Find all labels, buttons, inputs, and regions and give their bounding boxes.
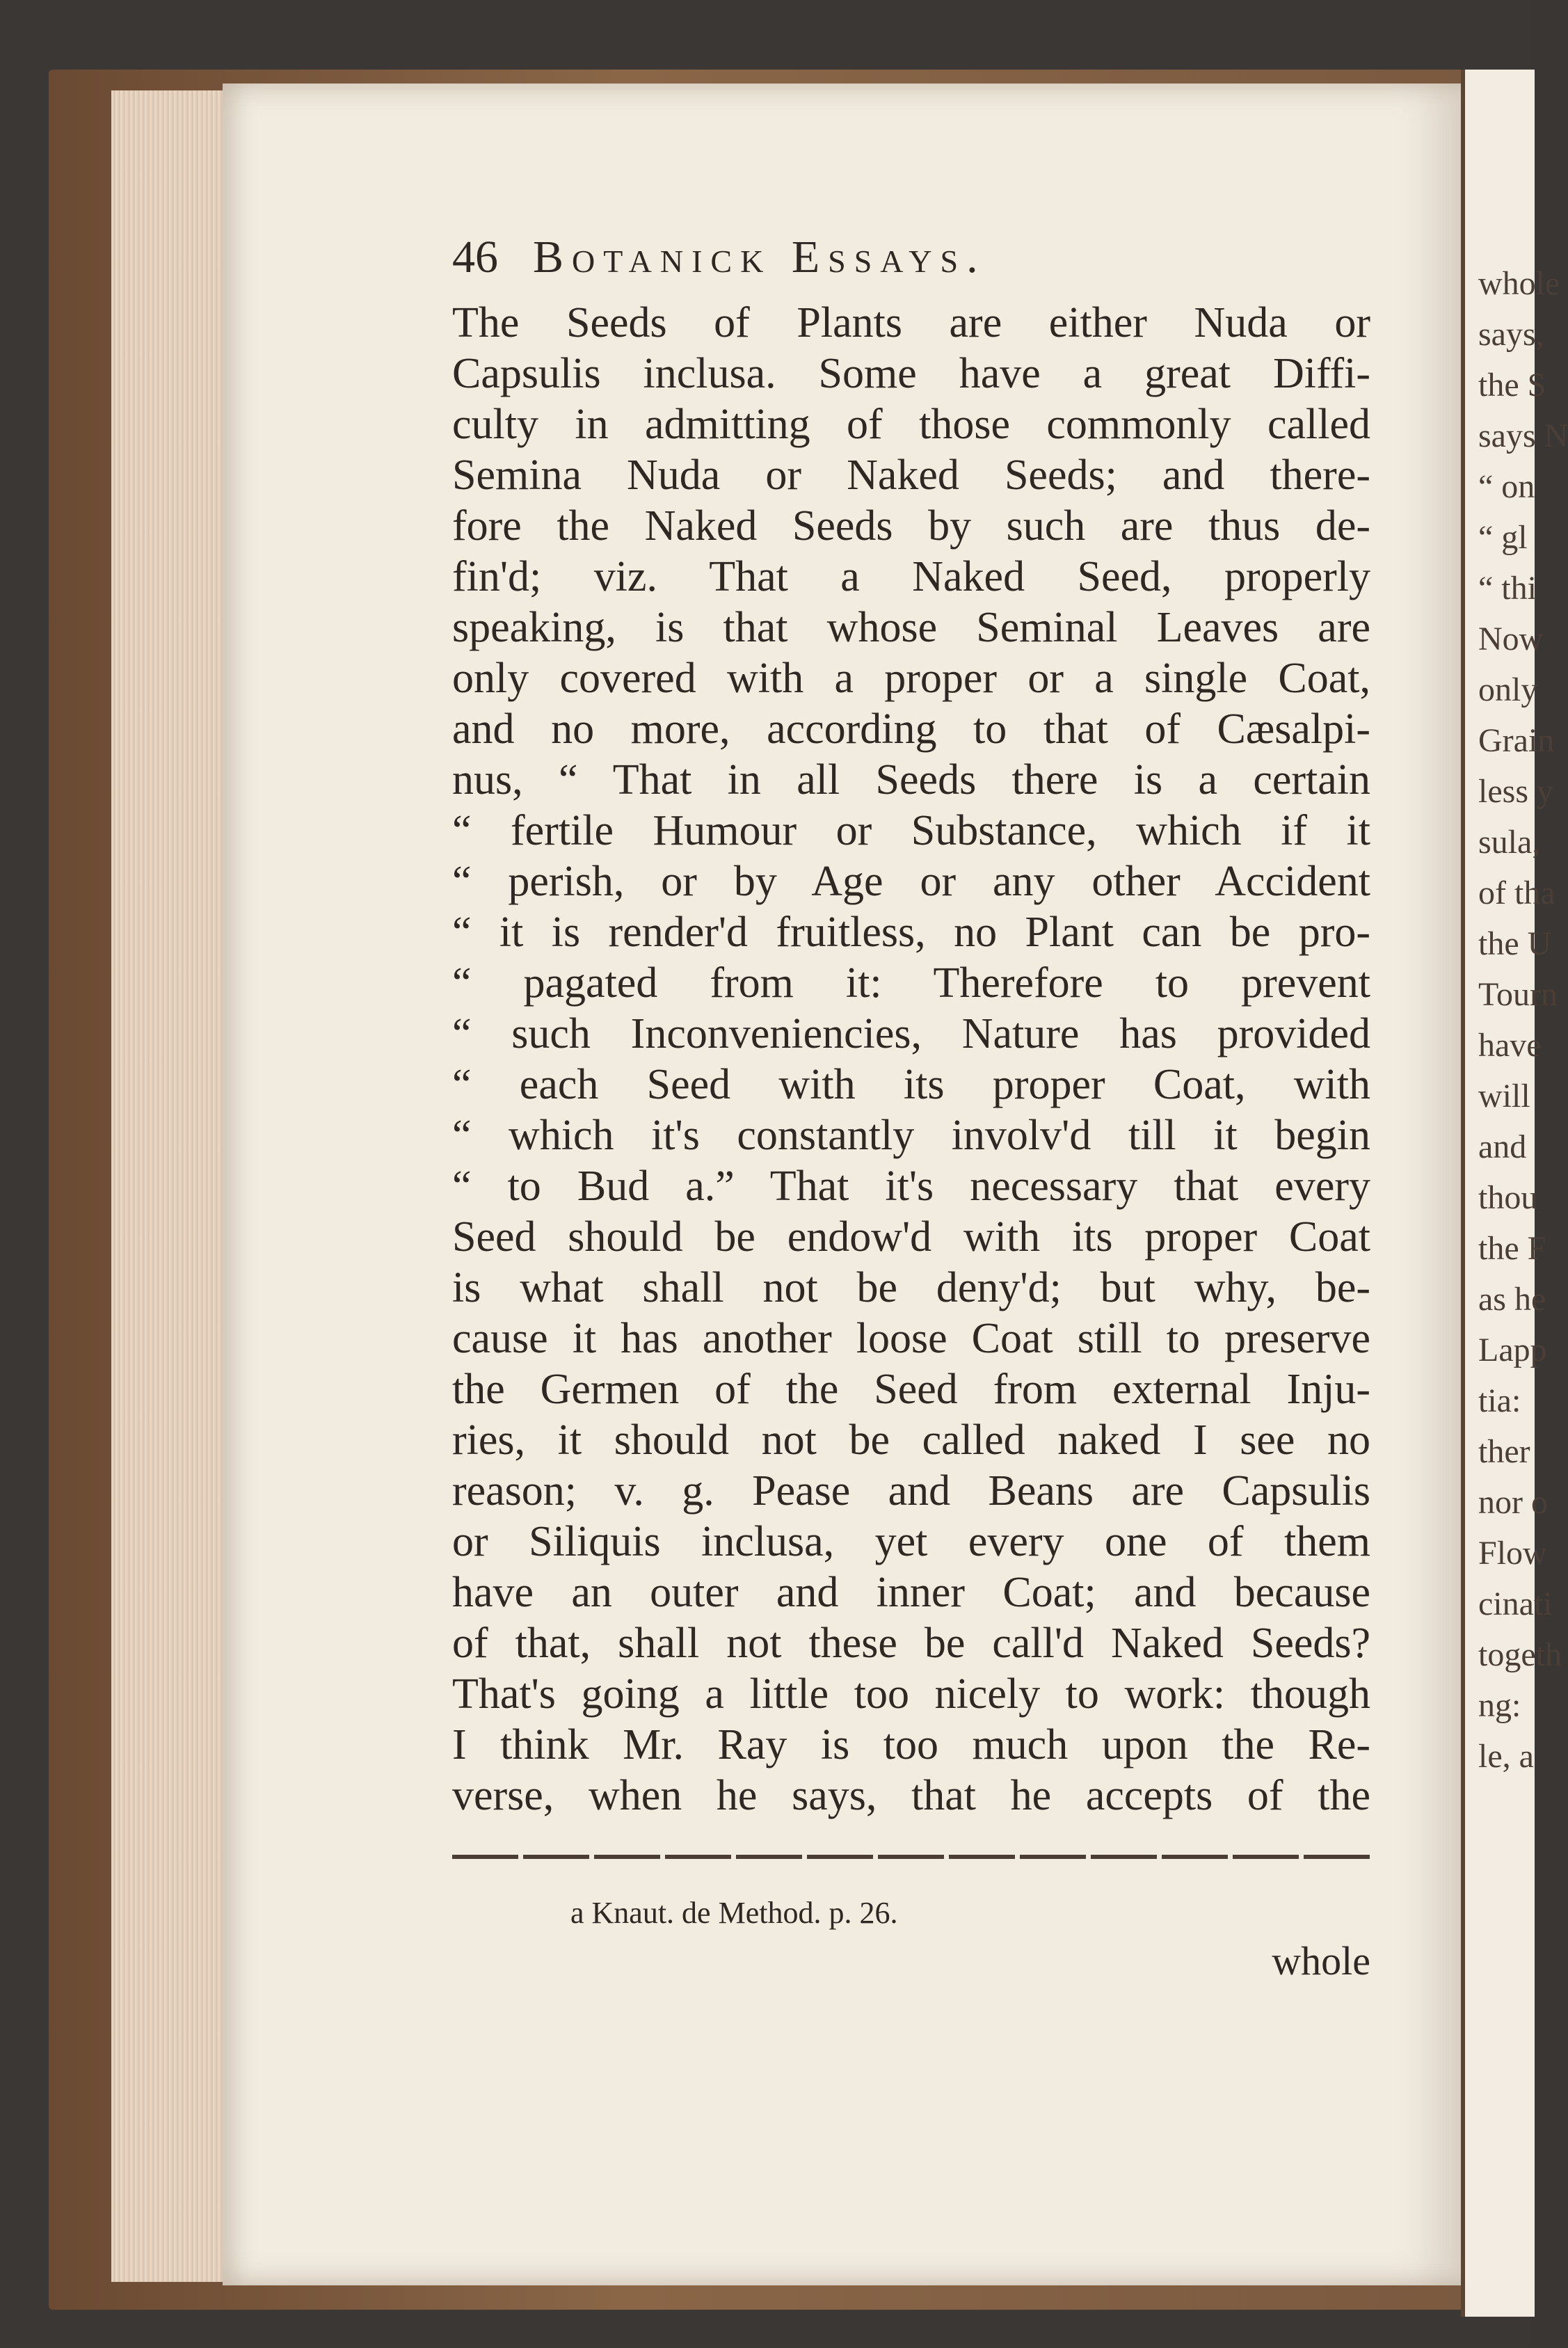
facing-page-fragment: have xyxy=(1478,1027,1542,1064)
facing-page-fragment: togeth xyxy=(1478,1636,1562,1673)
catchword: whole xyxy=(1272,1938,1370,1983)
facing-page-fragment: the F xyxy=(1478,1230,1546,1267)
text-line: “ such Inconveniencies, Nature has provided xyxy=(452,1010,1370,1057)
facing-page-fragment: of tha xyxy=(1478,874,1555,911)
text-line: have an outer and inner Coat; and because xyxy=(452,1569,1370,1616)
text-line: “ fertile Humour or Substance, which if it xyxy=(452,807,1370,854)
facing-page-fragment: the U xyxy=(1478,925,1552,962)
text-line: cause it has another loose Coat still to preserve xyxy=(452,1315,1370,1362)
text-line: culty in admitting of those commonly called xyxy=(452,401,1370,448)
text-line: “ which it's constantly involv'd till it begin xyxy=(452,1112,1370,1159)
facing-page-fragment: le, a xyxy=(1478,1738,1534,1775)
text-line: verse, when he says, that he accepts of the xyxy=(452,1772,1370,1819)
facing-page-fragment: less y xyxy=(1478,773,1553,810)
text-line: I think Mr. Ray is too much upon the Re- xyxy=(452,1721,1370,1768)
facing-page-fragment: cinati xyxy=(1478,1586,1553,1622)
text-line: of that, shall not these be call'd Naked Seeds? xyxy=(452,1620,1370,1667)
text-line: speaking, is that whose Seminal Leaves are xyxy=(452,604,1370,651)
text-line: and no more, according to that of Cæsalpi- xyxy=(452,705,1370,753)
facing-page-fragment: and xyxy=(1478,1128,1527,1165)
facing-page-fragment: whole xyxy=(1478,265,1560,302)
facing-page-fragment: “ thi xyxy=(1478,570,1537,607)
text-line: nus, “ That in all Seeds there is a certain xyxy=(452,756,1370,804)
text-line: “ perish, or by Age or any other Accident xyxy=(452,858,1370,905)
text-line: Seed should be endow'd with its proper Coat xyxy=(452,1213,1370,1261)
facing-page-fragment: Lapp xyxy=(1478,1332,1547,1368)
footnote-rule xyxy=(452,1855,1370,1859)
page-text-block xyxy=(452,230,1370,1986)
facing-page-fragment: Tourn xyxy=(1478,976,1558,1013)
running-title: Botanick Essays. xyxy=(533,232,986,282)
facing-page-fragment: sula, xyxy=(1478,824,1541,861)
facing-page-fragment: ng: xyxy=(1478,1687,1521,1724)
facing-page-fragment: only xyxy=(1478,671,1538,708)
facing-page-fragment: thou xyxy=(1478,1179,1538,1216)
text-line: Capsulis inclusa. Some have a great Diffi- xyxy=(452,350,1370,397)
text-line: fore the Naked Seeds by such are thus de- xyxy=(452,502,1370,550)
facing-page-fragment: tia: xyxy=(1478,1382,1521,1419)
facing-page-fragment: “ gl xyxy=(1478,519,1528,556)
text-line: is what shall not be deny'd; but why, be- xyxy=(452,1264,1370,1311)
text-line: “ pagated from it: Therefore to prevent xyxy=(452,959,1370,1007)
facing-page-fragment: Grain xyxy=(1478,722,1555,759)
page-header xyxy=(452,230,1370,285)
facing-page-fragment: “ on xyxy=(1478,468,1535,505)
page-edges xyxy=(111,90,237,2282)
page-number: 46 xyxy=(452,232,498,282)
body-text xyxy=(452,298,1370,1821)
facing-page-fragment: Now xyxy=(1478,621,1544,657)
facing-page-fragment: will xyxy=(1478,1078,1530,1115)
facing-page-fragment: ther xyxy=(1478,1433,1530,1470)
facing-page-fragment: the S xyxy=(1478,367,1546,404)
facing-page-fragment: Flow xyxy=(1478,1535,1547,1572)
text-line: That's going a little too nicely to work: though xyxy=(452,1670,1370,1718)
facing-page-fragment: says, xyxy=(1478,316,1544,353)
text-line: reason; v. g. Pease and Beans are Capsulis xyxy=(452,1467,1370,1515)
facing-page-fragment: says N xyxy=(1478,417,1568,454)
text-line: “ it is render'd fruitless, no Plant can be pro- xyxy=(452,909,1370,956)
text-line: The Seeds of Plants are either Nuda or xyxy=(452,299,1370,346)
text-line: ries, it should not be called naked I see no xyxy=(452,1416,1370,1464)
facing-page-fragment: nor o xyxy=(1478,1484,1548,1521)
footnote: a Knaut. de Method. p. 26. xyxy=(570,1896,898,1930)
text-line: “ to Bud a.” That it's necessary that every xyxy=(452,1163,1370,1210)
text-line: Semina Nuda or Naked Seeds; and there- xyxy=(452,452,1370,499)
text-line: the Germen of the Seed from external Inju- xyxy=(452,1366,1370,1413)
text-line: or Siliquis inclusa, yet every one of them xyxy=(452,1518,1370,1565)
text-line: fin'd; viz. That a Naked Seed, properly xyxy=(452,553,1370,600)
text-line: only covered with a proper or a single Coat, xyxy=(452,655,1370,702)
text-line: “ each Seed with its proper Coat, with xyxy=(452,1061,1370,1108)
facing-page-fragment: as he xyxy=(1478,1281,1546,1318)
